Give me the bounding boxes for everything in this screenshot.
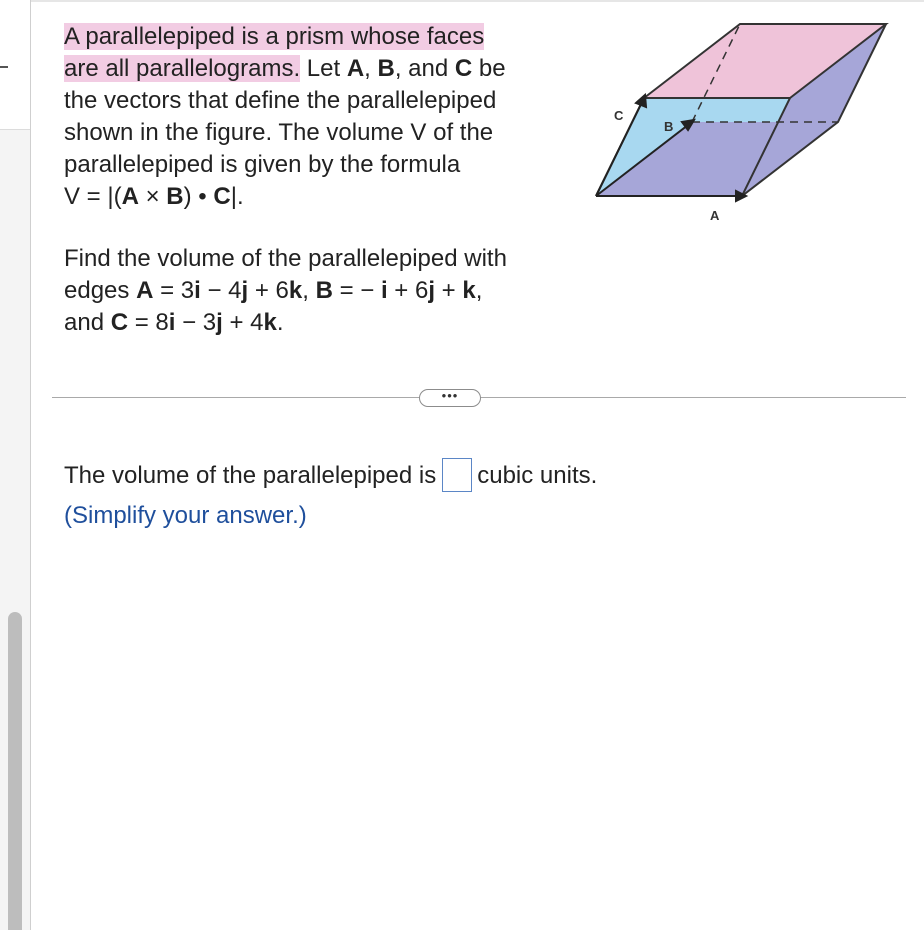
vector-c-name: C xyxy=(110,309,129,336)
unit-k: k xyxy=(263,309,277,336)
scrollbar-thumb[interactable] xyxy=(8,612,22,930)
text-fragment: and xyxy=(64,309,111,336)
text-fragment: + xyxy=(435,277,463,304)
text-fragment: = 3 xyxy=(153,277,195,304)
task-line-2 xyxy=(64,275,564,307)
highlighted-text: A parallelepiped is a prism whose faces xyxy=(64,23,485,50)
text-fragment: Let xyxy=(300,55,347,82)
unit-i: i xyxy=(168,309,176,336)
text-fragment: + 4 xyxy=(222,309,264,336)
formula-fragment: × xyxy=(138,183,167,210)
text-fragment: − 3 xyxy=(175,309,217,336)
unit-j: j xyxy=(428,277,435,304)
problem-statement xyxy=(64,21,554,213)
text-fragment: = − xyxy=(332,277,381,304)
volume-answer-input[interactable] xyxy=(442,458,472,492)
vector-b-name: B xyxy=(315,277,333,304)
problem-line-4: shown in the figure. The volume V of the xyxy=(64,119,494,146)
task-line-1: Find the volume of the parallelepiped with xyxy=(64,245,507,272)
text-fragment: , xyxy=(364,55,378,82)
collapse-dash-icon[interactable] xyxy=(0,66,8,68)
unit-k: k xyxy=(288,277,303,304)
vector-b-label: B xyxy=(377,55,395,82)
figure-label-a: A xyxy=(710,208,720,223)
unit-j: j xyxy=(216,309,223,336)
text-fragment: edges xyxy=(64,277,137,304)
unit-j: j xyxy=(241,277,249,304)
text-fragment: , xyxy=(475,277,483,304)
highlighted-text: are all parallelograms. xyxy=(64,55,301,82)
formula-vector-c: C xyxy=(213,183,231,210)
problem-line-5: parallelepiped is given by the formula xyxy=(64,151,461,178)
answer-prefix: The volume of the parallelepiped is xyxy=(64,462,437,489)
volume-formula xyxy=(64,181,554,213)
figure-label-c: C xyxy=(614,108,624,123)
formula-vector-b: B xyxy=(166,183,184,210)
parallelepiped-figure xyxy=(590,18,900,230)
vector-c-label: C xyxy=(454,55,473,82)
top-border xyxy=(31,0,924,2)
vector-a-name: A xyxy=(136,277,154,304)
unit-i: i xyxy=(380,277,388,304)
task-statement xyxy=(64,243,564,339)
unit-i: i xyxy=(194,277,201,304)
problem-line-1 xyxy=(64,21,554,53)
text-fragment: + 6 xyxy=(387,277,429,304)
figure-label-b: B xyxy=(664,119,674,134)
text-fragment: − 4 xyxy=(200,277,242,304)
problem-line-2 xyxy=(64,53,554,85)
arrowhead-c-icon xyxy=(636,95,646,107)
text-fragment: , and xyxy=(394,55,455,82)
formula-fragment: ) • xyxy=(183,183,214,210)
formula-fragment: V = |( xyxy=(64,183,122,210)
answer-row xyxy=(64,456,597,496)
gutter-divider xyxy=(0,129,30,130)
formula-fragment: |. xyxy=(230,183,244,210)
simplify-hint: (Simplify your answer.) xyxy=(64,502,307,529)
formula-vector-a: A xyxy=(121,183,139,210)
text-fragment: + 6 xyxy=(248,277,289,304)
unit-k: k xyxy=(462,277,476,304)
more-options-button[interactable]: ••• xyxy=(419,389,481,407)
text-fragment: , xyxy=(302,277,316,304)
problem-line-3: the vectors that define the parallelepiped xyxy=(64,87,497,114)
text-fragment: = 8 xyxy=(128,309,169,336)
text-fragment: . xyxy=(276,309,284,336)
gutter-border xyxy=(30,0,31,930)
vector-a-label: A xyxy=(346,55,365,82)
task-line-3 xyxy=(64,307,564,339)
answer-suffix: cubic units. xyxy=(477,462,598,489)
text-fragment: be xyxy=(472,55,506,82)
